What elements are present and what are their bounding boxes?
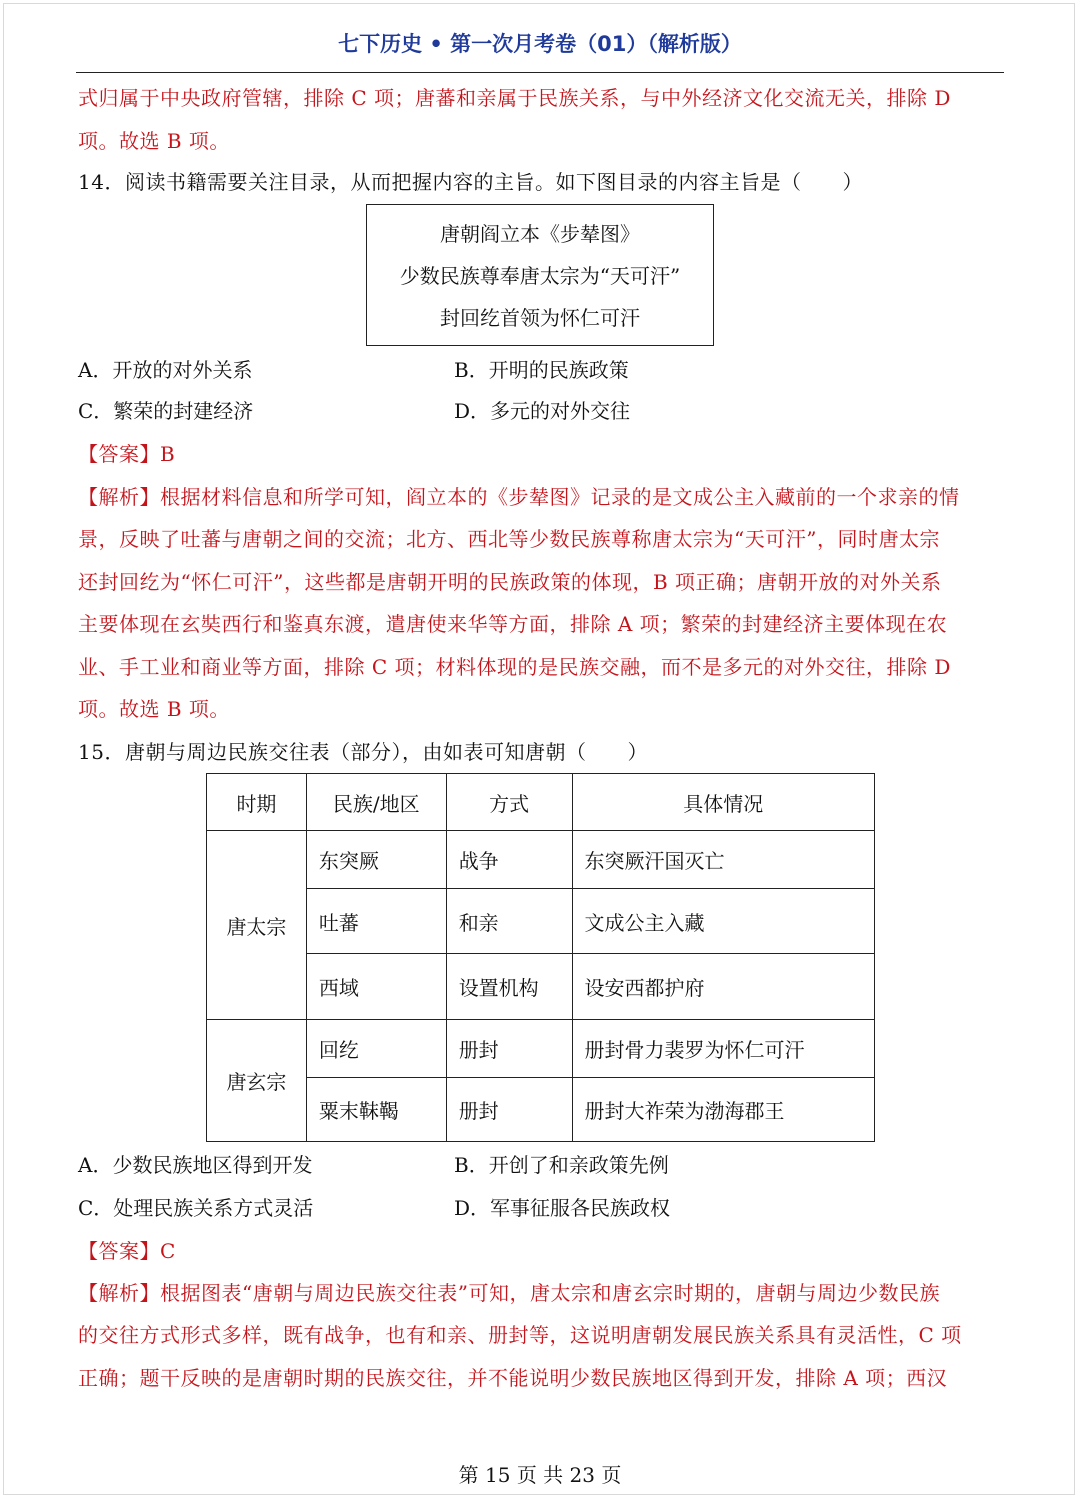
header-divider [76,72,1004,73]
table-cell: 册封 [446,1078,572,1142]
table-period-cell: 唐玄宗 [207,1020,307,1142]
q15-option-c: C．处理民族关系方式灵活 [78,1196,314,1220]
prev-analysis-line: 式归属于中央政府管辖，排除 C 项；唐蕃和亲属于民族关系，与中外经济文化交流无关，排除 D [78,86,951,110]
q14-option-b: B．开明的民族政策 [454,358,629,382]
q14-analysis-line: 主要体现在玄奘西行和鉴真东渡，遣唐使来华等方面，排除 A 项；繁荣的封建经济主要体现在农 [78,612,948,636]
table-cell: 册封大祚荣为渤海郡王 [572,1078,874,1142]
table-header-cell: 时期 [207,774,307,831]
q15-analysis-line: 的交往方式形式多样，既有战争，也有和亲、册封等，这说明唐朝发展民族关系具有灵活性，C 项 [78,1323,962,1347]
table-header-cell: 民族/地区 [306,774,446,831]
table-row [207,831,875,889]
table-header-cell: 方式 [446,774,572,831]
q15-analysis-line: 正确；题干反映的是唐朝时期的民族交往，并不能说明少数民族地区得到开发，排除 A 项；西汉 [78,1366,948,1390]
q14-analysis-line: 景，反映了吐蕃与唐朝之间的交流；北方、西北等少数民族尊称唐太宗为“天可汗”，同时唐太宗 [78,527,940,551]
q14-analysis-line: 业、手工业和商业等方面，排除 C 项；材料体现的是民族交融，而不是多元的对外交往，排除 D [78,655,951,679]
q14-box-line: 封回纥首领为怀仁可汗 [440,306,640,330]
q14-analysis-line: 还封回纥为“怀仁可汗”，这些都是唐朝开明的民族政策的体现，B 项正确；唐朝开放的对外关系 [78,570,942,594]
q15-option-d: D．军事征服各民族政权 [454,1196,671,1220]
q15-stem: 15．唐朝与周边民族交往表（部分），由如表可知唐朝（ ） [78,740,648,764]
table-period-cell: 唐太宗 [207,831,307,1020]
table-cell: 东突厥 [306,831,446,889]
q14-option-c: C．繁荣的封建经济 [78,399,254,423]
prev-analysis-line: 项。故选 B 项。 [78,129,230,153]
table-cell: 吐蕃 [306,889,446,954]
table-header-cell: 具体情况 [572,774,874,831]
table-cell: 设安西都护府 [572,954,874,1020]
q14-stem: 14．阅读书籍需要关注目录，从而把握内容的主旨。如下图目录的内容主旨是（ ） [78,170,863,194]
q14-contents-box [366,204,714,346]
table-row [207,1020,875,1078]
page-number: 第 15 页 共 23 页 [458,1463,622,1487]
q15-option-a: A．少数民族地区得到开发 [78,1153,313,1177]
table-cell: 设置机构 [446,954,572,1020]
table-header-row [207,774,875,831]
table-row [207,954,875,1020]
q15-option-b: B．开创了和亲政策先例 [454,1153,669,1177]
page-header: 七下历史 • 第一次月考卷（01）（解析版） [338,32,742,56]
table-cell: 册封 [446,1020,572,1078]
table-cell: 东突厥汗国灭亡 [572,831,874,889]
q14-box-line: 唐朝阎立本《步辇图》 [440,222,640,246]
table-row [207,1078,875,1142]
q15-answer: 【答案】C [78,1239,176,1263]
q14-box-line: 少数民族尊奉唐太宗为“天可汗” [399,264,681,288]
table-cell: 西域 [306,954,446,1020]
q14-option-a: A．开放的对外关系 [78,358,253,382]
table-cell: 粟末靺鞨 [306,1078,446,1142]
q15-relations-table [206,773,875,1142]
table-cell: 和亲 [446,889,572,954]
table-cell: 册封骨力裴罗为怀仁可汗 [572,1020,874,1078]
table-row [207,889,875,954]
q14-analysis-line: 项。故选 B 项。 [78,697,230,721]
q15-analysis-line: 【解析】根据图表“唐朝与周边民族交往表”可知，唐太宗和唐玄宗时期的，唐朝与周边少数民族 [78,1281,940,1305]
table-cell: 战争 [446,831,572,889]
q14-analysis-line: 【解析】根据材料信息和所学可知，阎立本的《步辇图》记录的是文成公主入藏前的一个求亲的情 [78,485,960,509]
q14-option-d: D．多元的对外交往 [454,399,631,423]
table-cell: 文成公主入藏 [572,889,874,954]
q14-answer: 【答案】B [78,442,176,466]
table-cell: 回纥 [306,1020,446,1078]
